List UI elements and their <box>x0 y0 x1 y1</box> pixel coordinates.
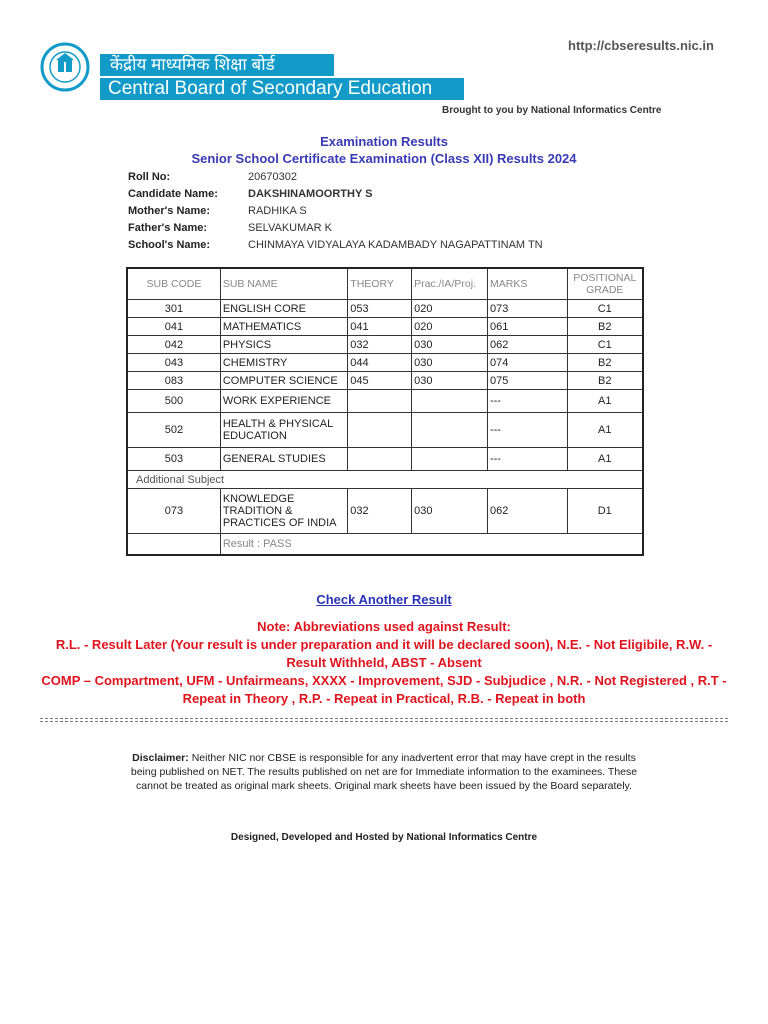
header-theory: THEORY <box>348 268 412 300</box>
table-row <box>127 336 643 354</box>
table-row <box>127 354 643 372</box>
sub-code: 502 <box>127 413 220 448</box>
prac: 030 <box>412 372 488 390</box>
abbreviation-note <box>40 618 728 708</box>
site-url: http://cbseresults.nic.in <box>568 38 714 53</box>
sub-name: MATHEMATICS <box>220 318 347 336</box>
marks: --- <box>487 448 567 471</box>
result-row <box>127 534 643 556</box>
marks: 061 <box>487 318 567 336</box>
header-marks: MARKS <box>487 268 567 300</box>
marks: 062 <box>487 336 567 354</box>
grade: A1 <box>567 448 643 471</box>
sub-code: 503 <box>127 448 220 471</box>
note-line-1: R.L. - Result Later (Your result is under preparation and it will be declared soon), N.E. - Not Eligibile, R.W. - Result Withheld, ABST - Absent <box>55 637 713 670</box>
prac <box>412 390 488 413</box>
note-line-2: COMP – Compartment, UFM - Unfairmeans, XXXX - Improvement, SJD - Subjudice , N.R. - Not Registered , R.T - Repeat in Theory , R.P. - Repeat in Practical, R.B. - Repeat in both <box>41 673 727 706</box>
disclaimer <box>126 751 642 793</box>
grade: B2 <box>567 354 643 372</box>
grade: D1 <box>567 489 643 534</box>
grade: A1 <box>567 413 643 448</box>
marks: 074 <box>487 354 567 372</box>
table-row <box>127 318 643 336</box>
grade: C1 <box>567 300 643 318</box>
roll-label: Roll No: <box>128 171 171 183</box>
disclaimer-label: Disclaimer: <box>132 752 189 764</box>
sub-name: CHEMISTRY <box>220 354 347 372</box>
marks: 062 <box>487 489 567 534</box>
prac: 030 <box>412 336 488 354</box>
sub-code: 041 <box>127 318 220 336</box>
sub-name: PHYSICS <box>220 336 347 354</box>
sub-code: 083 <box>127 372 220 390</box>
additional-subject-label: Additional Subject <box>127 471 643 489</box>
sub-name: KNOWLEDGE TRADITION & PRACTICES OF INDIA <box>220 489 347 534</box>
additional-subject-row <box>127 471 643 489</box>
result-status: Result : PASS <box>220 534 643 556</box>
prac <box>412 448 488 471</box>
english-title-bar: Central Board of Secondary Education <box>100 78 464 100</box>
divider <box>40 718 728 722</box>
prac: 030 <box>412 489 488 534</box>
marks: --- <box>487 390 567 413</box>
name-label: Candidate Name: <box>128 188 218 200</box>
table-row <box>127 489 643 534</box>
school-value: CHINMAYA VIDYALAYA KADAMBADY NAGAPATTINAM TN <box>248 239 543 251</box>
exam-subtitle: Senior School Certificate Examination (Class XII) Results 2024 <box>191 151 577 166</box>
footer-credit: Designed, Developed and Hosted by National Informatics Centre <box>230 832 538 843</box>
sub-code: 043 <box>127 354 220 372</box>
table-row <box>127 390 643 413</box>
father-label: Father's Name: <box>128 222 208 234</box>
header-grade: POSITIONAL GRADE <box>567 268 643 300</box>
grade: B2 <box>567 372 643 390</box>
theory <box>348 448 412 471</box>
roll-value: 20670302 <box>248 171 297 183</box>
prac: 020 <box>412 300 488 318</box>
cbse-logo <box>40 40 90 96</box>
sub-name: COMPUTER SCIENCE <box>220 372 347 390</box>
theory: 044 <box>348 354 412 372</box>
sub-code: 073 <box>127 489 220 534</box>
disclaimer-text: Neither NIC nor CBSE is responsible for any inadvertent error that may have crept in the results being published on NET. The results published on net are for Immediate information to the examinees. These cannot be treated as original mark sheets. Original mark sheets have been issued by the Board separately. <box>130 752 638 792</box>
mother-value: RADHIKA S <box>248 205 307 217</box>
prac: 020 <box>412 318 488 336</box>
sub-code: 042 <box>127 336 220 354</box>
header-sub-code: SUB CODE <box>127 268 220 300</box>
marks: 073 <box>487 300 567 318</box>
grade: B2 <box>567 318 643 336</box>
father-value: SELVAKUMAR K <box>248 222 332 234</box>
sub-name: GENERAL STUDIES <box>220 448 347 471</box>
hindi-title-bar: केंद्रीय माध्यमिक शिक्षा बोर्ड <box>100 54 334 76</box>
table-row <box>127 413 643 448</box>
theory: 053 <box>348 300 412 318</box>
grade: A1 <box>567 390 643 413</box>
marks: 075 <box>487 372 567 390</box>
table-header-row <box>127 268 643 300</box>
mother-label: Mother's Name: <box>128 205 211 217</box>
theory: 045 <box>348 372 412 390</box>
sub-code: 500 <box>127 390 220 413</box>
theory <box>348 413 412 448</box>
table-row <box>127 372 643 390</box>
check-another-result-link[interactable]: Check Another Result <box>316 592 452 607</box>
table-row <box>127 448 643 471</box>
header-sub-name: SUB NAME <box>220 268 347 300</box>
table-row <box>127 300 643 318</box>
theory <box>348 390 412 413</box>
brought-by-text: Brought to you by National Informatics Centre <box>442 105 662 116</box>
marks: --- <box>487 413 567 448</box>
sub-name: HEALTH & PHYSICAL EDUCATION <box>220 413 347 448</box>
candidate-info <box>128 169 543 254</box>
prac <box>412 413 488 448</box>
theory: 041 <box>348 318 412 336</box>
school-label: School's Name: <box>128 239 211 251</box>
name-value: DAKSHINAMOORTHY S <box>248 188 373 200</box>
header-prac: Prac./IA/Proj. <box>412 268 488 300</box>
results-table <box>126 267 644 556</box>
result-empty-cell <box>127 534 220 556</box>
exam-title: Examination Results <box>320 134 448 149</box>
sub-code: 301 <box>127 300 220 318</box>
note-heading: Note: Abbreviations used against Result: <box>257 619 511 634</box>
sub-name: WORK EXPERIENCE <box>220 390 347 413</box>
theory: 032 <box>348 489 412 534</box>
theory: 032 <box>348 336 412 354</box>
prac: 030 <box>412 354 488 372</box>
grade: C1 <box>567 336 643 354</box>
sub-name: ENGLISH CORE <box>220 300 347 318</box>
